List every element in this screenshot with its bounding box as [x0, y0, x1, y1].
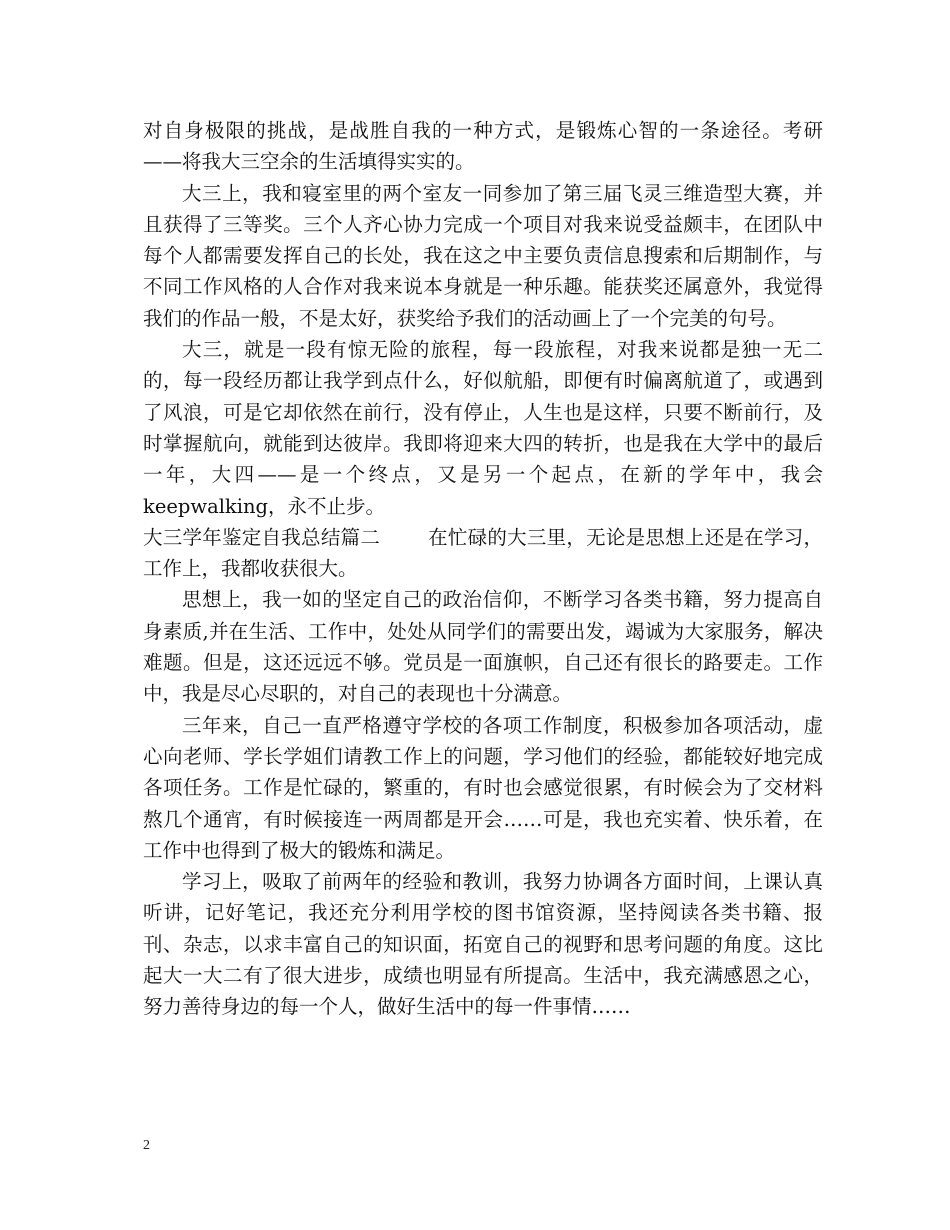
paragraph: 大三，就是一段有惊无险的旅程，每一段旅程，对我来说都是独一无二的，每一段经历都让我学到点什么，好似航船，即便有时偏离航道了，或遇到了风浪，可是它却依然在前行，没有停止，人生也是这样，只要不断前行，及时掌握航向，就能到达彼岸。我即将迎来大四的转折，也是我在大学中的最后一年，大四——是一个终点，又是另一个起点，在新的学年中，我会keepwalking，永不止步。 — [143, 338, 823, 518]
document-body — [143, 115, 823, 1023]
paragraph: 大三上，我和寝室里的两个室友一同参加了第三届飞灵三维造型大赛，并且获得了三等奖。三个人齐心协力完成一个项目对我来说受益颇丰，在团队中每个人都需要发挥自己的长处，我在这之中主要负责信息搜索和后期制作，与不同工作风格的人合作对我来说本身就是一种乐趣。能获奖还属意外，我觉得我们的作品一般，不是太好，获奖给予我们的活动画上了一个完美的句号。 — [143, 181, 823, 330]
paragraph: 三年来，自己一直严格遵守学校的各项工作制度，积极参加各项活动，虚心向老师、学长学姐们请教工作上的问题，学习他们的经验，都能较好地完成各项任务。工作是忙碌的，繁重的，有时也会感觉很累，有时候会为了交材料熬几个通宵，有时候接连一两周都是开会……可是，我也充实着、快乐着，在工作中也得到了极大的锻炼和满足。 — [143, 713, 823, 862]
paragraph: 对自身极限的挑战，是战胜自我的一种方式，是锻炼心智的一条途径。考研——将我大三空余的生活填得实实的。 — [143, 119, 823, 174]
page-number: 2 — [143, 1138, 150, 1153]
paragraph: 学习上，吸取了前两年的经验和教训，我努力协调各方面时间，上课认真听讲，记好笔记，我还充分利用学校的图书馆资源，坚持阅读各类书籍、报刊、杂志，以求丰富自己的知识面，拓宽自己的视野和思考问题的角度。这比起大一大二有了很大进步，成绩也明显有所提高。生活中，我充满感恩之心，努力善待身边的每一个人，做好生活中的每一件事情…… — [143, 870, 823, 1019]
section-intro: 在忙碌的大三里，无论是思想上还是在学习，工作上，我都收获很大。 — [143, 525, 823, 581]
section-title: 大三学年鉴定自我总结篇二 — [143, 525, 381, 549]
paragraph: 思想上，我一如的坚定自己的政治信仰，不断学习各类书籍，努力提高自身素质,并在生活、工作中，处处从同学们的需要出发，竭诚为大家服务，解决难题。但是，这还远远不够。党员是一面旗帜，自己还有很长的路要走。工作中，我是尽心尽职的，对自己的表现也十分满意。 — [143, 588, 823, 706]
section-heading-line — [143, 522, 823, 585]
